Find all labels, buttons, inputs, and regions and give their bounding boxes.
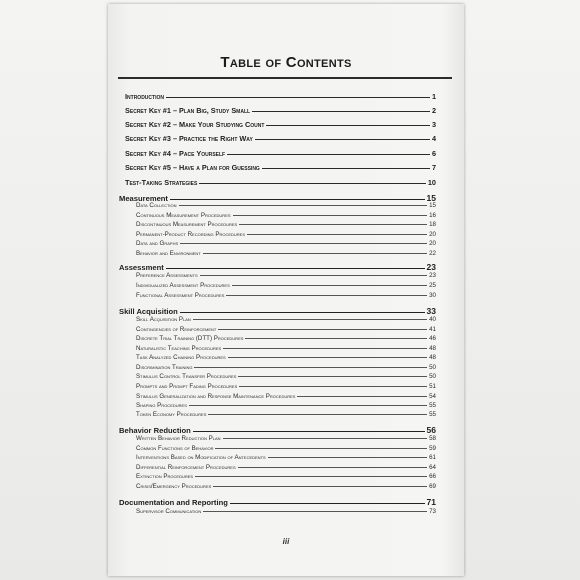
title-rule [118, 77, 452, 79]
book-page [108, 4, 464, 576]
toc-entry [125, 163, 436, 172]
toc-entry [136, 373, 436, 380]
toc-entry-label: Individualized Assessment Procedures [136, 282, 230, 289]
toc-entry [136, 411, 436, 418]
toc-entry [125, 92, 436, 101]
toc-entry [136, 250, 436, 257]
toc-leader-line [180, 312, 425, 313]
toc-leader-line [199, 183, 426, 184]
toc-entry [136, 202, 436, 209]
toc-entry-label: Introduction [125, 92, 164, 101]
toc-leader-line [223, 438, 428, 439]
toc-entry-page: 54 [429, 393, 436, 400]
toc-entry-page: 16 [429, 212, 436, 219]
toc-leader-line [208, 414, 427, 415]
toc-leader-line [232, 285, 427, 286]
toc-leader-line [189, 405, 427, 406]
toc-entry-page: 15 [429, 202, 436, 209]
toc-leader-line [218, 329, 427, 330]
toc-entry-label: Prompts and Prompt Fading Procedures [136, 383, 238, 390]
toc-leader-line [233, 215, 428, 216]
toc-entry [125, 106, 436, 115]
toc-entry-label: Written Behavior Reduction Plan [136, 435, 221, 442]
toc-entry-label: Contingencies of Reinforcement [136, 326, 217, 333]
toc-entry [136, 316, 436, 323]
toc-entry-page: 48 [429, 345, 436, 352]
toc-entry-label: Continuous Measurement Procedures [136, 212, 231, 219]
toc-entry-label: Supervisor Communication [136, 508, 202, 515]
toc-leader-line [226, 295, 427, 296]
toc-entry [136, 364, 436, 371]
toc-entry-page: 59 [429, 445, 436, 452]
toc-leader-line [297, 396, 427, 397]
toc-leader-line [200, 275, 427, 276]
toc-leader-line [203, 253, 427, 254]
toc-entry-page: 6 [431, 149, 436, 158]
toc-entry-label: Secret Key #2 – Make Your Studying Count [125, 120, 265, 129]
toc-leader-line [193, 319, 427, 320]
toc-entry-label: Task Analyzed Chaining Procedures [136, 354, 226, 361]
toc-entry-label: Stimulus Generalization and Response Maintenance Procedures [136, 393, 296, 400]
toc-entry [125, 134, 436, 143]
toc-entry-label: Crisis/Emergency Procedures [136, 483, 212, 490]
toc-entry-page: 4 [431, 134, 436, 143]
toc-entry-label: Token Economy Procedures [136, 411, 207, 418]
toc-entry [136, 221, 436, 228]
toc-entry-label: Test-Taking Strategies [125, 178, 198, 187]
toc-leader-line [195, 476, 427, 477]
toc-leader-line [247, 234, 427, 235]
toc-entry-label: Secret Key #1 – Plan Big, Study Small [125, 106, 251, 115]
toc-leader-line [166, 268, 425, 269]
toc-entry-page: 71 [426, 497, 436, 507]
toc-entry-label: Functional Assessment Procedures [136, 292, 225, 299]
toc-entry [136, 326, 436, 333]
toc-leader-line [268, 457, 427, 458]
toc-entry-page: 50 [429, 364, 436, 371]
toc-leader-line [228, 357, 427, 358]
toc-entry [119, 425, 436, 435]
toc-entry-page: 73 [429, 508, 436, 515]
toc-entry [119, 306, 436, 316]
toc-entry-page: 10 [427, 178, 436, 187]
toc-entry-label: Preference Assessments [136, 272, 198, 279]
toc-entry-label: Secret Key #3 – Practice the Right Way [125, 134, 253, 143]
toc-entry-page: 55 [429, 411, 436, 418]
toc-entry-page: 50 [429, 373, 436, 380]
toc-entry-label: Naturalistic Teaching Procedures [136, 345, 222, 352]
toc-entry-page: 55 [429, 402, 436, 409]
toc-entry [119, 497, 436, 507]
toc-leader-line [193, 431, 425, 432]
toc-entry [136, 454, 436, 461]
toc-entry-label: Shaping Procedures [136, 402, 187, 409]
toc-leader-line [262, 168, 430, 169]
toc-leader-line [179, 205, 428, 206]
toc-leader-line [239, 386, 427, 387]
toc-entry-page: 30 [429, 292, 436, 299]
toc-leader-line [227, 154, 430, 155]
toc-entry-label: Skill Acquisition Plan [136, 316, 191, 323]
toc-entry-page: 61 [429, 454, 436, 461]
toc-entry [136, 272, 436, 279]
toc-entry-page: 58 [429, 435, 436, 442]
toc-entry [136, 354, 436, 361]
toc-entry [136, 383, 436, 390]
toc-entry-page: 40 [429, 316, 436, 323]
toc-entry-label: Common Functions of Behavior [136, 445, 214, 452]
toc-leader-line [194, 367, 427, 368]
toc-entry-page: 48 [429, 354, 436, 361]
toc-entry [136, 231, 436, 238]
toc-leader-line [238, 376, 427, 377]
toc-entry-label: Behavior and Environment [136, 250, 201, 257]
toc-leader-line [213, 486, 427, 487]
toc-leader-line [203, 511, 427, 512]
toc-entry-label: Secret Key #5 – Have a Plan for Guessing [125, 163, 260, 172]
toc-leader-line [255, 139, 430, 140]
toc-entry-page: 25 [429, 282, 436, 289]
toc-entry [136, 345, 436, 352]
page-number: iii [282, 537, 290, 546]
toc-leader-line [180, 243, 427, 244]
toc-entry-label: Discrete Trial Training (DTT) Procedures [136, 335, 244, 342]
toc-entry-label: Interventions Based on Modification of Antecedents [136, 454, 266, 461]
toc-leader-line [266, 125, 430, 126]
toc-entry-label: Permanent-Product Recording Procedures [136, 231, 246, 238]
toc-entry [136, 240, 436, 247]
toc-entry-page: 2 [431, 106, 436, 115]
toc-entry-label: Discrimination Training [136, 364, 193, 371]
toc-entry-page: 3 [431, 120, 436, 129]
toc-leader-line [170, 199, 425, 200]
toc-entry-page: 1 [431, 92, 436, 101]
toc-entry-label: Stimulus Control Transfer Procedures [136, 373, 237, 380]
toc-entry-label: Differential Reinforcement Procedures [136, 464, 236, 471]
toc-entry-label: Extinction Procedures [136, 473, 194, 480]
toc-entry-page: 69 [429, 483, 436, 490]
toc-entry-label: Secret Key #4 – Pace Yourself [125, 149, 226, 158]
toc-entry-label: Data Collection [136, 202, 177, 209]
toc-entry-page: 33 [426, 306, 436, 316]
toc-entry [136, 464, 436, 471]
toc-entry [136, 335, 436, 342]
toc-entry-page: 56 [426, 425, 436, 435]
toc-entry [125, 120, 436, 129]
toc-leader-line [223, 348, 427, 349]
toc-entry-page: 23 [426, 262, 436, 272]
toc-entry [136, 435, 436, 442]
toc-leader-line [239, 224, 427, 225]
toc-entry-page: 66 [429, 473, 436, 480]
toc-entry [125, 149, 436, 158]
toc-entry-page: 15 [426, 193, 436, 203]
toc-entry-label: Skill Acquisition [119, 307, 178, 316]
toc-entry [136, 473, 436, 480]
toc-entry-label: Data and Graphs [136, 240, 179, 247]
toc-entry-page: 20 [429, 240, 436, 247]
toc-entry-page: 46 [429, 335, 436, 342]
toc-leader-line [230, 503, 425, 504]
toc-entry [136, 393, 436, 400]
toc-entry-page: 7 [431, 163, 436, 172]
toc-entry [136, 212, 436, 219]
toc-entry [136, 445, 436, 452]
toc-entry-page: 18 [429, 221, 436, 228]
toc-leader-line [238, 467, 427, 468]
toc-entry-page: 41 [429, 326, 436, 333]
toc-leader-line [215, 448, 427, 449]
toc-entry-label: Documentation and Reporting [119, 498, 228, 507]
toc-entry-page: 23 [429, 272, 436, 279]
toc-entry-label: Assessment [119, 263, 164, 272]
toc-entry-page: 64 [429, 464, 436, 471]
toc-entry-page: 22 [429, 250, 436, 257]
toc-entry-page: 51 [429, 383, 436, 390]
toc-entry [119, 262, 436, 272]
toc-entry [136, 292, 436, 299]
toc-entry [136, 508, 436, 515]
toc-entry [136, 483, 436, 490]
toc-entry-page: 20 [429, 231, 436, 238]
toc-leader-line [166, 97, 430, 98]
toc-entry [136, 402, 436, 409]
toc-leader-line [245, 338, 427, 339]
toc-entry-label: Measurement [119, 194, 168, 203]
toc-entry-label: Behavior Reduction [119, 426, 191, 435]
toc-entry [136, 282, 436, 289]
toc-leader-line [252, 111, 430, 112]
toc-entry [125, 178, 436, 187]
page-title: Table of Contents [220, 54, 352, 71]
toc-entry-label: Discontinuous Measurement Procedures [136, 221, 238, 228]
